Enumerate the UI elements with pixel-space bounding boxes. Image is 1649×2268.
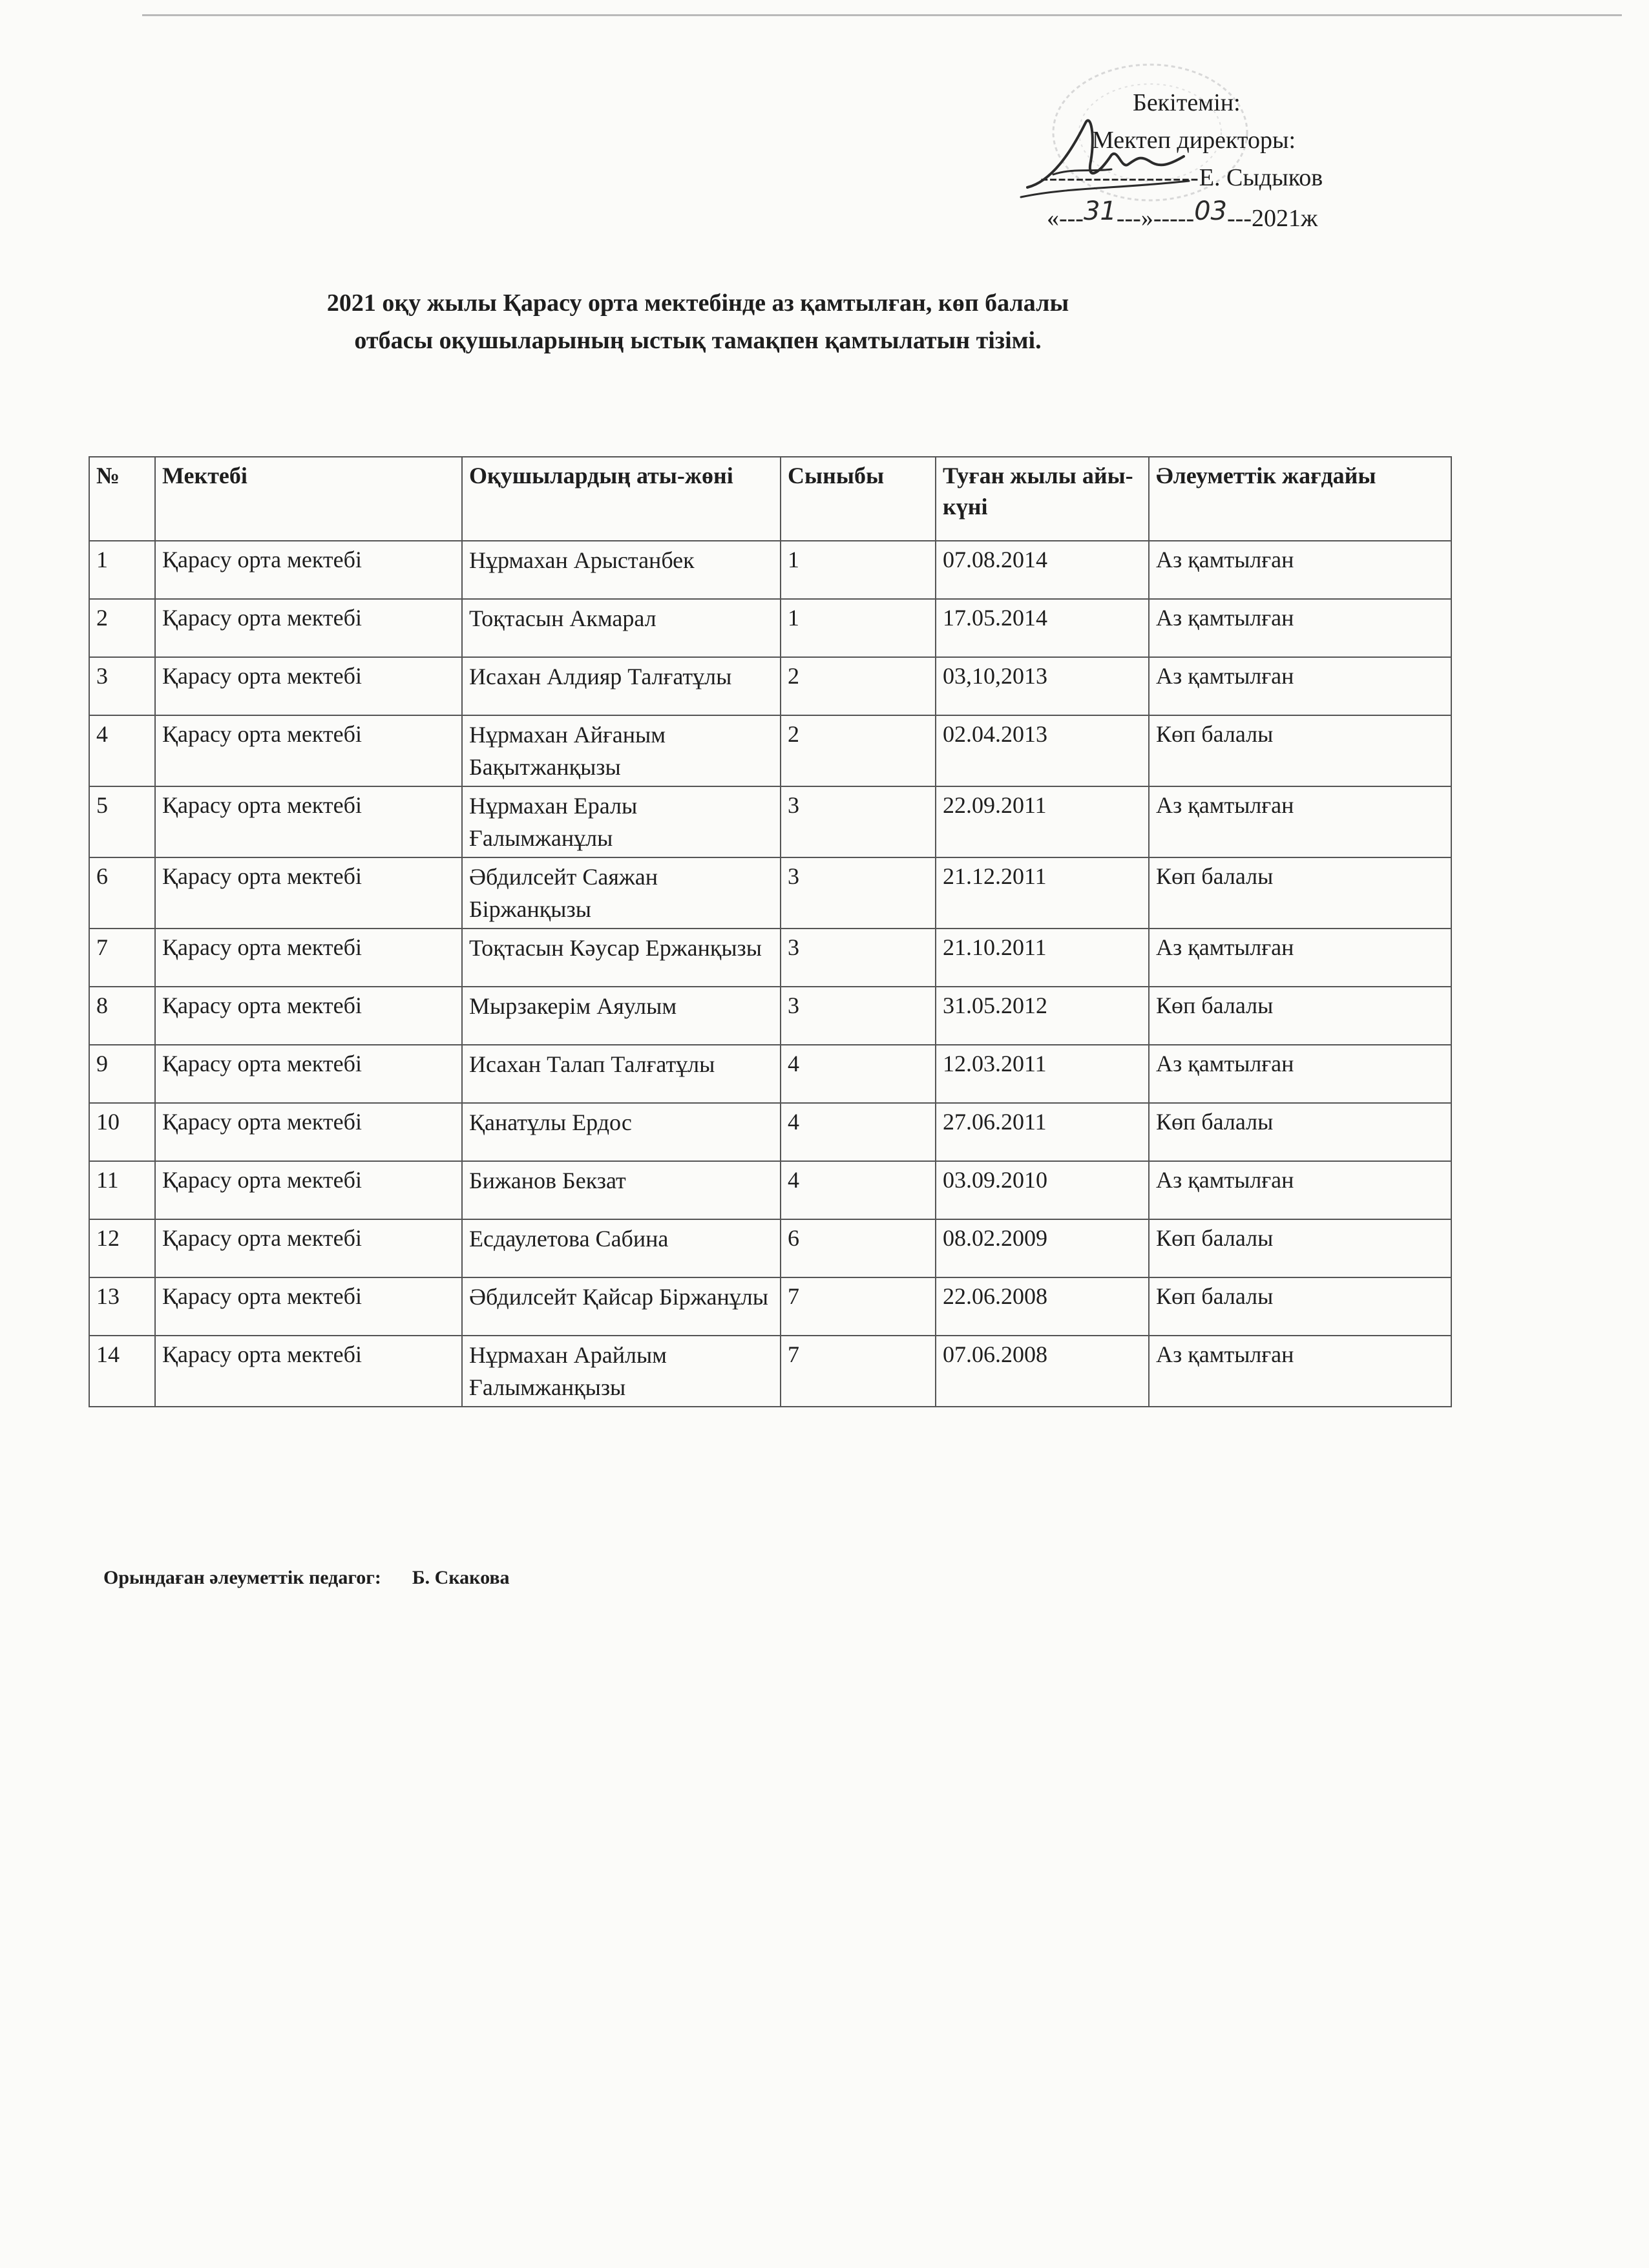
- cell-student-name: Исахан Алдияр Талғатұлы: [462, 657, 781, 715]
- cell-number: 9: [89, 1045, 155, 1103]
- table-row: [89, 1336, 1451, 1407]
- cell-school: Қарасу орта мектебі: [155, 657, 462, 715]
- cell-grade: 7: [781, 1336, 936, 1407]
- cell-birth-date: 21.10.2011: [936, 929, 1149, 987]
- date-month-handwritten: 03: [1194, 196, 1228, 226]
- cell-number: 3: [89, 657, 155, 715]
- cell-grade: 4: [781, 1161, 936, 1219]
- cell-number: 1: [89, 541, 155, 599]
- table-row: [89, 1219, 1451, 1277]
- cell-grade: 4: [781, 1103, 936, 1161]
- cell-number: 7: [89, 929, 155, 987]
- table-row: [89, 541, 1451, 599]
- cell-grade: 1: [781, 541, 936, 599]
- cell-grade: 3: [781, 929, 936, 987]
- cell-student-name: Нұрмахан Айғаным Бақытжанқызы: [462, 715, 781, 786]
- cell-student-name: Тоқтасын Кәусар Ержанқызы: [462, 929, 781, 987]
- cell-birth-date: 17.05.2014: [936, 599, 1149, 657]
- title-line-1: 2021 оқу жылы Қарасу орта мектебінде аз қамтылған, көп балалы: [326, 289, 1069, 317]
- cell-school: Қарасу орта мектебі: [155, 1161, 462, 1219]
- cell-social-status: Көп балалы: [1149, 857, 1451, 929]
- cell-student-name: Нұрмахан Арыстанбек: [462, 541, 781, 599]
- date-mid: ---»-----: [1116, 205, 1195, 232]
- cell-social-status: Аз қамтылған: [1149, 1336, 1451, 1407]
- cell-social-status: Аз қамтылған: [1149, 1161, 1451, 1219]
- cell-birth-date: 22.09.2011: [936, 786, 1149, 857]
- cell-grade: 3: [781, 987, 936, 1045]
- footer-label: Орындаған әлеуметтік педагог:: [103, 1567, 381, 1588]
- cell-school: Қарасу орта мектебі: [155, 1045, 462, 1103]
- cell-number: 10: [89, 1103, 155, 1161]
- cell-social-status: Аз қамтылған: [1149, 599, 1451, 657]
- students-table: [89, 456, 1452, 1407]
- date-day-handwritten: 31: [1083, 196, 1117, 226]
- cell-grade: 6: [781, 1219, 936, 1277]
- cell-social-status: Көп балалы: [1149, 1277, 1451, 1336]
- date-open: «---: [1047, 205, 1084, 232]
- cell-birth-date: 27.06.2011: [936, 1103, 1149, 1161]
- cell-student-name: Есдаулетова Сабина: [462, 1219, 781, 1277]
- cell-social-status: Аз қамтылған: [1149, 929, 1451, 987]
- cell-school: Қарасу орта мектебі: [155, 599, 462, 657]
- cell-school: Қарасу орта мектебі: [155, 857, 462, 929]
- cell-student-name: Қанатұлы Ердос: [462, 1103, 781, 1161]
- table-header-row: [89, 457, 1451, 541]
- cell-school: Қарасу орта мектебі: [155, 929, 462, 987]
- cell-student-name: Нұрмахан Ералы Ғалымжанұлы: [462, 786, 781, 857]
- approval-heading: Бекітемін:: [1133, 89, 1241, 116]
- cell-social-status: Көп балалы: [1149, 715, 1451, 786]
- footer-name: Б. Скакова: [412, 1567, 510, 1588]
- header-social-status: Әлеуметтік жағдайы: [1149, 457, 1451, 541]
- cell-birth-date: 03,10,2013: [936, 657, 1149, 715]
- header-student-name: Оқушылардың аты-жөні: [462, 457, 781, 541]
- cell-birth-date: 07.06.2008: [936, 1336, 1149, 1407]
- footer-signature-line: [103, 1567, 510, 1589]
- cell-student-name: Тоқтасын Акмарал: [462, 599, 781, 657]
- cell-social-status: Көп балалы: [1149, 1219, 1451, 1277]
- cell-grade: 2: [781, 657, 936, 715]
- cell-grade: 1: [781, 599, 936, 657]
- table-row: [89, 1103, 1451, 1161]
- cell-student-name: Әбдилсейт Қайсар Біржанұлы: [462, 1277, 781, 1336]
- header-birth-date: Туған жылы айы-күні: [936, 457, 1149, 541]
- director-signature: [1014, 110, 1195, 213]
- cell-grade: 3: [781, 857, 936, 929]
- cell-student-name: Әбдилсейт Саяжан Біржанқызы: [462, 857, 781, 929]
- cell-number: 4: [89, 715, 155, 786]
- cell-student-name: Бижанов Бекзат: [462, 1161, 781, 1219]
- scan-edge-line: [142, 14, 1622, 16]
- document-title: [181, 284, 1215, 359]
- cell-school: Қарасу орта мектебі: [155, 715, 462, 786]
- cell-school: Қарасу орта мектебі: [155, 1103, 462, 1161]
- cell-school: Қарасу орта мектебі: [155, 1219, 462, 1277]
- title-line-2: отбасы оқушыларының ыстық тамақпен қамтылатын тізімі.: [354, 327, 1042, 354]
- cell-birth-date: 07.08.2014: [936, 541, 1149, 599]
- cell-school: Қарасу орта мектебі: [155, 786, 462, 857]
- cell-birth-date: 08.02.2009: [936, 1219, 1149, 1277]
- table-row: [89, 599, 1451, 657]
- table-row: [89, 987, 1451, 1045]
- cell-grade: 4: [781, 1045, 936, 1103]
- header-number: №: [89, 457, 155, 541]
- cell-student-name: Мырзакерім Аяулым: [462, 987, 781, 1045]
- cell-number: 8: [89, 987, 155, 1045]
- cell-student-name: Исахан Талап Талғатұлы: [462, 1045, 781, 1103]
- cell-birth-date: 21.12.2011: [936, 857, 1149, 929]
- cell-birth-date: 12.03.2011: [936, 1045, 1149, 1103]
- table-row: [89, 1277, 1451, 1336]
- cell-school: Қарасу орта мектебі: [155, 987, 462, 1045]
- cell-grade: 3: [781, 786, 936, 857]
- cell-number: 12: [89, 1219, 155, 1277]
- cell-birth-date: 03.09.2010: [936, 1161, 1149, 1219]
- cell-number: 14: [89, 1336, 155, 1407]
- cell-social-status: Көп балалы: [1149, 987, 1451, 1045]
- cell-number: 13: [89, 1277, 155, 1336]
- cell-student-name: Нұрмахан Арайлым Ғалымжанқызы: [462, 1336, 781, 1407]
- cell-school: Қарасу орта мектебі: [155, 541, 462, 599]
- cell-social-status: Аз қамтылған: [1149, 657, 1451, 715]
- cell-school: Қарасу орта мектебі: [155, 1277, 462, 1336]
- table-row: [89, 657, 1451, 715]
- cell-school: Қарасу орта мектебі: [155, 1336, 462, 1407]
- cell-birth-date: 31.05.2012: [936, 987, 1149, 1045]
- signature-dashes: ------------------: [1040, 164, 1199, 191]
- cell-social-status: Аз қамтылған: [1149, 1045, 1451, 1103]
- cell-grade: 2: [781, 715, 936, 786]
- table-body: [89, 541, 1451, 1407]
- cell-number: 11: [89, 1161, 155, 1219]
- table-row: [89, 786, 1451, 857]
- table-row: [89, 857, 1451, 929]
- cell-number: 5: [89, 786, 155, 857]
- cell-social-status: Аз қамтылған: [1149, 541, 1451, 599]
- table-row: [89, 1161, 1451, 1219]
- table-row: [89, 715, 1451, 786]
- director-name: Е. Сыдыков: [1199, 164, 1323, 191]
- approval-position: Мектеп директоры:: [1092, 127, 1296, 154]
- header-grade: Сыныбы: [781, 457, 936, 541]
- cell-social-status: Көп балалы: [1149, 1103, 1451, 1161]
- cell-birth-date: 02.04.2013: [936, 715, 1149, 786]
- cell-number: 6: [89, 857, 155, 929]
- header-school: Мектебі: [155, 457, 462, 541]
- table-row: [89, 1045, 1451, 1103]
- cell-grade: 7: [781, 1277, 936, 1336]
- date-end: ---2021ж: [1227, 205, 1318, 232]
- cell-number: 2: [89, 599, 155, 657]
- cell-birth-date: 22.06.2008: [936, 1277, 1149, 1336]
- table-row: [89, 929, 1451, 987]
- cell-social-status: Аз қамтылған: [1149, 786, 1451, 857]
